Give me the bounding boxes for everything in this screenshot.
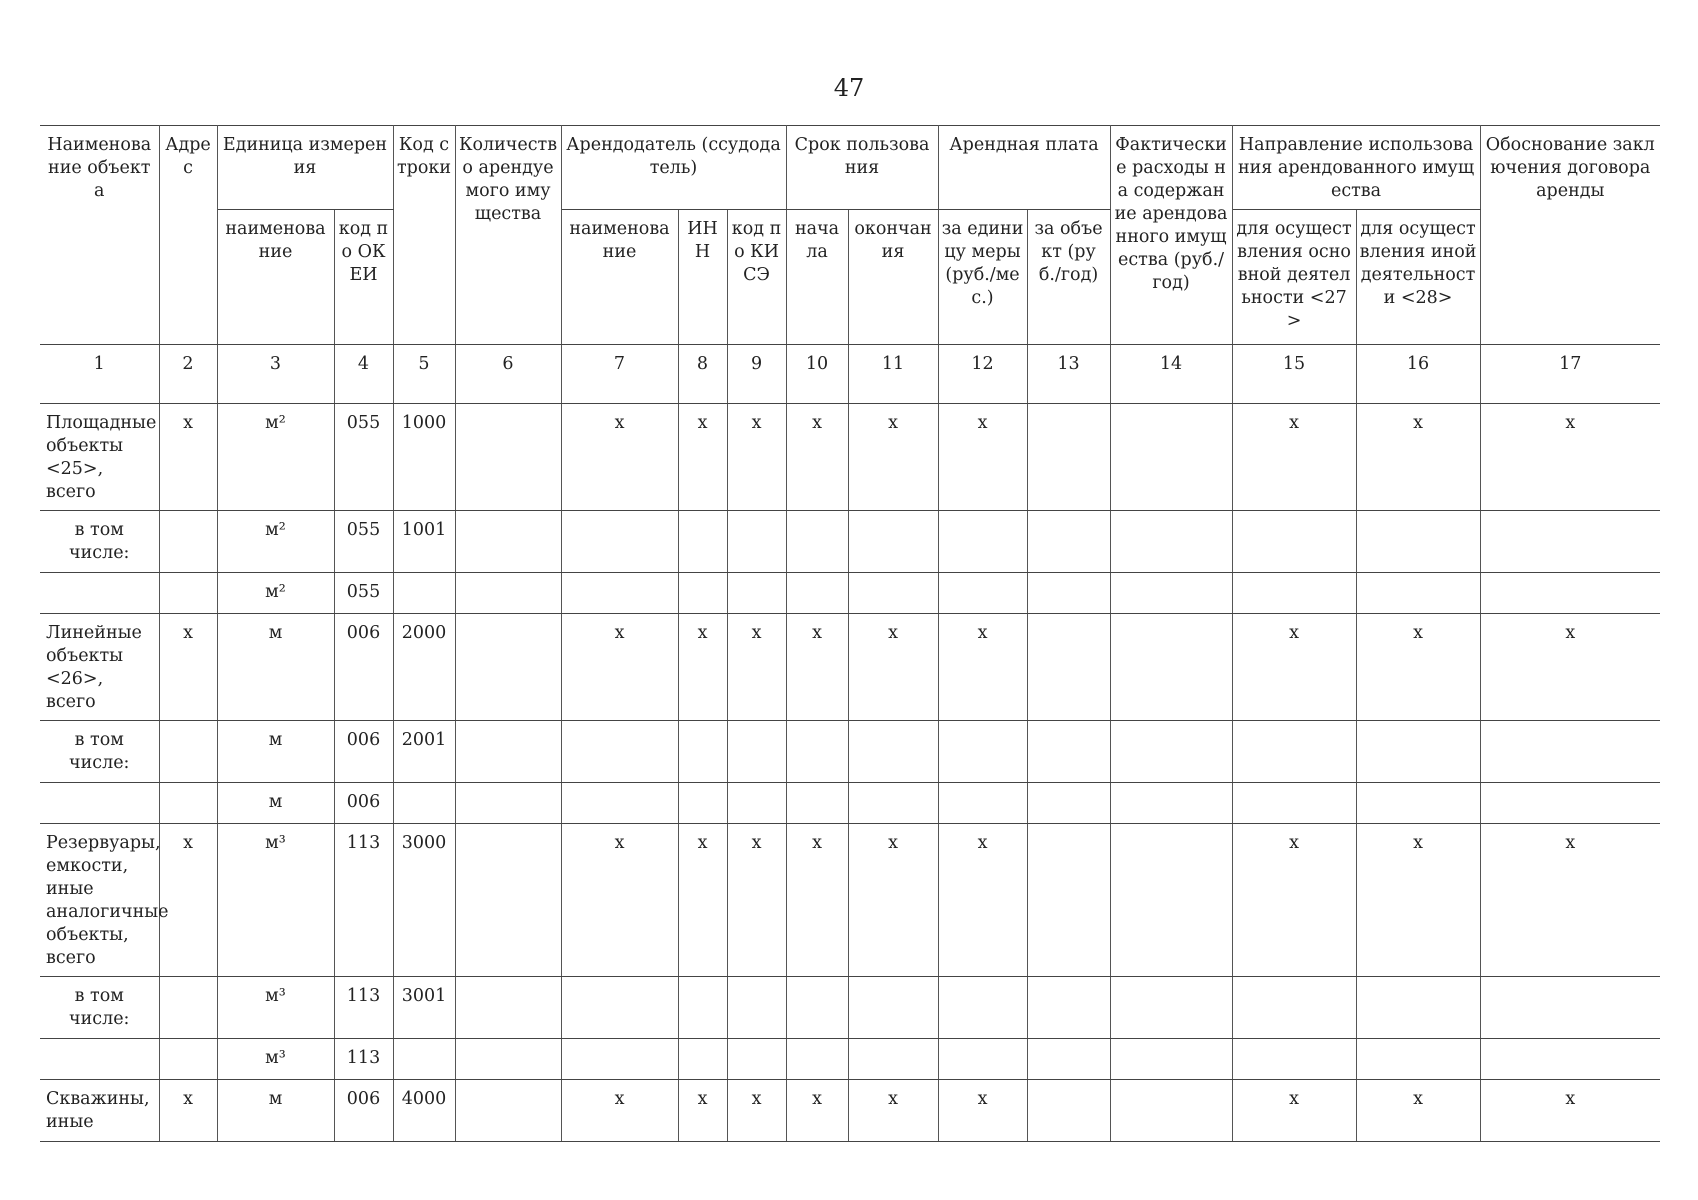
table-cell-c5 — [393, 573, 455, 614]
table-cell-c12: x — [938, 404, 1027, 511]
table-cell-c16: x — [1356, 824, 1480, 977]
table-cell-c2: x — [159, 824, 217, 977]
table-row — [40, 511, 1660, 573]
table-cell-c13 — [1027, 573, 1110, 614]
table-cell-c7 — [561, 721, 678, 783]
table-cell-c2 — [159, 721, 217, 783]
table-cell-c11 — [848, 573, 938, 614]
row-object-name: Резервуары, емкости, иные аналогичные объекты, всего — [40, 824, 159, 977]
table-cell-c17 — [1480, 783, 1660, 824]
column-number: 5 — [393, 345, 455, 404]
table-cell-c14 — [1110, 783, 1232, 824]
table-cell-c9 — [727, 1039, 786, 1080]
table-cell-c13 — [1027, 1080, 1110, 1142]
table-cell-c15 — [1232, 573, 1356, 614]
header-inn: ИНН — [678, 210, 727, 345]
table-cell-c14 — [1110, 824, 1232, 977]
column-number: 8 — [678, 345, 727, 404]
table-cell-c10: x — [786, 614, 848, 721]
table-cell-c15: x — [1232, 1080, 1356, 1142]
table-cell-c6 — [455, 977, 561, 1039]
table-cell-c12 — [938, 783, 1027, 824]
table-cell-c10: x — [786, 404, 848, 511]
table-cell-c7: x — [561, 824, 678, 977]
table-cell-c14 — [1110, 573, 1232, 614]
table-cell-c13 — [1027, 824, 1110, 977]
column-number: 12 — [938, 345, 1027, 404]
table-cell-c12: x — [938, 1080, 1027, 1142]
table-cell-c8: x — [678, 614, 727, 721]
table-cell-c16: x — [1356, 614, 1480, 721]
header-justification: Обоснование заключения договора аренды — [1480, 126, 1660, 345]
table-cell-c17 — [1480, 977, 1660, 1039]
header-main-activity: для осуществления основной деятельности <27> — [1232, 210, 1356, 345]
table-cell-c14 — [1110, 1080, 1232, 1142]
row-object-name: в том числе: — [40, 977, 159, 1039]
table-cell-c4: 113 — [334, 1039, 393, 1080]
table-cell-c15 — [1232, 511, 1356, 573]
table-cell-c7: x — [561, 404, 678, 511]
row-object-name: в том числе: — [40, 511, 159, 573]
header-object-name: Наименование объекта — [40, 126, 159, 345]
table-cell-c7 — [561, 511, 678, 573]
table-cell-c15: x — [1232, 614, 1356, 721]
table-cell-c13 — [1027, 977, 1110, 1039]
table-cell-c5: 4000 — [393, 1080, 455, 1142]
header-rent-per-object: за объект (руб./год) — [1027, 210, 1110, 345]
table-cell-c4: 006 — [334, 614, 393, 721]
table-cell-c16 — [1356, 977, 1480, 1039]
table-cell-c13 — [1027, 1039, 1110, 1080]
table-cell-c12: x — [938, 824, 1027, 977]
row-object-name: Площадные объекты <25>, всего — [40, 404, 159, 511]
table-cell-c13 — [1027, 614, 1110, 721]
lease-property-table — [40, 125, 1660, 1142]
table-cell-c16 — [1356, 511, 1480, 573]
table-cell-c9: x — [727, 404, 786, 511]
table-cell-c9: x — [727, 614, 786, 721]
table-cell-c16: x — [1356, 1080, 1480, 1142]
table-cell-c2: x — [159, 404, 217, 511]
table-cell-c16 — [1356, 573, 1480, 614]
column-number: 15 — [1232, 345, 1356, 404]
header-address: Адрес — [159, 126, 217, 345]
table-cell-c17: x — [1480, 404, 1660, 511]
table-row — [40, 721, 1660, 783]
header-kise-code: код по КИСЭ — [727, 210, 786, 345]
table-cell-c9: x — [727, 824, 786, 977]
table-row — [40, 783, 1660, 824]
table-cell-c4: 055 — [334, 573, 393, 614]
header-term: Срок пользования — [786, 126, 938, 210]
column-number: 16 — [1356, 345, 1480, 404]
header-row-top — [40, 126, 1660, 210]
table-cell-c14 — [1110, 511, 1232, 573]
table-cell-c6 — [455, 1039, 561, 1080]
table-cell-c6 — [455, 573, 561, 614]
table-cell-c7 — [561, 573, 678, 614]
table-cell-c4: 055 — [334, 404, 393, 511]
table-cell-c8 — [678, 511, 727, 573]
header-term-end: окончания — [848, 210, 938, 345]
table-cell-c6 — [455, 824, 561, 977]
table-cell-c14 — [1110, 404, 1232, 511]
header-rent: Арендная плата — [938, 126, 1110, 210]
table-cell-c5: 2000 — [393, 614, 455, 721]
table-cell-c15 — [1232, 721, 1356, 783]
table-cell-c2: x — [159, 1080, 217, 1142]
table-cell-c2: x — [159, 614, 217, 721]
table-cell-c9 — [727, 783, 786, 824]
table-cell-c11 — [848, 721, 938, 783]
table-cell-c4: 006 — [334, 721, 393, 783]
table-cell-c12 — [938, 511, 1027, 573]
header-okei-code: код по ОКЕИ — [334, 210, 393, 345]
table-cell-c11: x — [848, 1080, 938, 1142]
header-term-start: начала — [786, 210, 848, 345]
table-cell-c6 — [455, 614, 561, 721]
table-cell-c16 — [1356, 1039, 1480, 1080]
table-cell-c3: м² — [217, 573, 334, 614]
header-usage-direction: Направление использования арендованного имущества — [1232, 126, 1480, 210]
table-row — [40, 614, 1660, 721]
header-quantity: Количество арендуемого имущества — [455, 126, 561, 345]
table-cell-c17 — [1480, 511, 1660, 573]
table-cell-c13 — [1027, 404, 1110, 511]
table-cell-c13 — [1027, 511, 1110, 573]
header-line-code: Код строки — [393, 126, 455, 345]
table-cell-c8 — [678, 573, 727, 614]
table-cell-c3: м — [217, 783, 334, 824]
table-cell-c8: x — [678, 1080, 727, 1142]
table-cell-c3: м — [217, 721, 334, 783]
table-cell-c11: x — [848, 404, 938, 511]
table-row — [40, 977, 1660, 1039]
table-cell-c17 — [1480, 1039, 1660, 1080]
table-cell-c9 — [727, 977, 786, 1039]
table-cell-c7: x — [561, 614, 678, 721]
table-cell-c12: x — [938, 614, 1027, 721]
table-cell-c5: 2001 — [393, 721, 455, 783]
table-cell-c17 — [1480, 573, 1660, 614]
table-cell-c9 — [727, 573, 786, 614]
table-cell-c11 — [848, 977, 938, 1039]
table-cell-c2 — [159, 511, 217, 573]
column-number: 14 — [1110, 345, 1232, 404]
table-cell-c12 — [938, 573, 1027, 614]
table-cell-c3: м — [217, 1080, 334, 1142]
table-cell-c11 — [848, 783, 938, 824]
table-cell-c7 — [561, 783, 678, 824]
header-lessor-name: наименование — [561, 210, 678, 345]
table-cell-c17: x — [1480, 824, 1660, 977]
header-row-sub — [40, 210, 1660, 345]
table-cell-c17 — [1480, 721, 1660, 783]
table-cell-c10 — [786, 511, 848, 573]
header-unit: Единица измерения — [217, 126, 393, 210]
column-number: 10 — [786, 345, 848, 404]
row-object-name — [40, 1039, 159, 1080]
table-cell-c11 — [848, 1039, 938, 1080]
table-cell-c11 — [848, 511, 938, 573]
column-number: 17 — [1480, 345, 1660, 404]
table-cell-c8: x — [678, 404, 727, 511]
table-cell-c2 — [159, 783, 217, 824]
table-cell-c11: x — [848, 614, 938, 721]
column-number: 3 — [217, 345, 334, 404]
table-cell-c10 — [786, 977, 848, 1039]
table-cell-c10: x — [786, 1080, 848, 1142]
table-cell-c6 — [455, 404, 561, 511]
table-cell-c10 — [786, 721, 848, 783]
table-cell-c4: 055 — [334, 511, 393, 573]
table-cell-c15: x — [1232, 404, 1356, 511]
column-number: 6 — [455, 345, 561, 404]
column-number: 7 — [561, 345, 678, 404]
table-cell-c5: 3000 — [393, 824, 455, 977]
table-cell-c8 — [678, 721, 727, 783]
table-cell-c3: м³ — [217, 1039, 334, 1080]
table-cell-c3: м² — [217, 404, 334, 511]
table-cell-c7 — [561, 977, 678, 1039]
header-unit-name: наименование — [217, 210, 334, 345]
table-cell-c6 — [455, 1080, 561, 1142]
table-cell-c7: x — [561, 1080, 678, 1142]
page-number: 47 — [833, 74, 865, 102]
table-cell-c3: м² — [217, 511, 334, 573]
column-number: 11 — [848, 345, 938, 404]
table-cell-c10 — [786, 783, 848, 824]
column-number: 1 — [40, 345, 159, 404]
table-cell-c12 — [938, 721, 1027, 783]
table-cell-c5: 1000 — [393, 404, 455, 511]
row-object-name: Скважины, иные — [40, 1080, 159, 1142]
table-cell-c14 — [1110, 977, 1232, 1039]
table-cell-c11: x — [848, 824, 938, 977]
table-cell-c2 — [159, 977, 217, 1039]
table-cell-c15: x — [1232, 824, 1356, 977]
header-actual-costs: Фактические расходы на содержание арендованного имущества (руб./год) — [1110, 126, 1232, 345]
table-row — [40, 824, 1660, 977]
table-row — [40, 1080, 1660, 1142]
column-number: 9 — [727, 345, 786, 404]
table-row — [40, 404, 1660, 511]
table-cell-c12 — [938, 977, 1027, 1039]
table-cell-c6 — [455, 783, 561, 824]
column-number-row — [40, 345, 1660, 404]
table-cell-c6 — [455, 511, 561, 573]
table-row — [40, 573, 1660, 614]
table-cell-c9 — [727, 721, 786, 783]
row-object-name: Линейные объекты <26>, всего — [40, 614, 159, 721]
table-cell-c15 — [1232, 783, 1356, 824]
table-cell-c15 — [1232, 977, 1356, 1039]
table-cell-c8 — [678, 977, 727, 1039]
table-cell-c14 — [1110, 1039, 1232, 1080]
table-cell-c8 — [678, 783, 727, 824]
table-cell-c10 — [786, 573, 848, 614]
table-cell-c5: 3001 — [393, 977, 455, 1039]
table-cell-c4: 006 — [334, 1080, 393, 1142]
table-cell-c2 — [159, 573, 217, 614]
table-cell-c13 — [1027, 721, 1110, 783]
table-cell-c2 — [159, 1039, 217, 1080]
table-cell-c9: x — [727, 1080, 786, 1142]
table-cell-c12 — [938, 1039, 1027, 1080]
table-cell-c4: 113 — [334, 824, 393, 977]
table-cell-c15 — [1232, 1039, 1356, 1080]
table-cell-c9 — [727, 511, 786, 573]
row-object-name — [40, 573, 159, 614]
table-cell-c14 — [1110, 721, 1232, 783]
table-cell-c6 — [455, 721, 561, 783]
table-cell-c17: x — [1480, 614, 1660, 721]
header-other-activity: для осуществления иной деятельности <28> — [1356, 210, 1480, 345]
table-cell-c3: м³ — [217, 977, 334, 1039]
table-cell-c5 — [393, 783, 455, 824]
table-cell-c14 — [1110, 614, 1232, 721]
table-cell-c4: 113 — [334, 977, 393, 1039]
table-cell-c8 — [678, 1039, 727, 1080]
table-cell-c16 — [1356, 783, 1480, 824]
header-lessor: Арендодатель (ссудодатель) — [561, 126, 786, 210]
table-cell-c16 — [1356, 721, 1480, 783]
table-row — [40, 1039, 1660, 1080]
row-object-name — [40, 783, 159, 824]
table-cell-c4: 006 — [334, 783, 393, 824]
table-cell-c17: x — [1480, 1080, 1660, 1142]
table-cell-c13 — [1027, 783, 1110, 824]
table-cell-c10 — [786, 1039, 848, 1080]
column-number: 2 — [159, 345, 217, 404]
table-cell-c5 — [393, 1039, 455, 1080]
column-number: 4 — [334, 345, 393, 404]
table-cell-c16: x — [1356, 404, 1480, 511]
table-cell-c10: x — [786, 824, 848, 977]
table-cell-c5: 1001 — [393, 511, 455, 573]
table-cell-c8: x — [678, 824, 727, 977]
row-object-name: в том числе: — [40, 721, 159, 783]
column-number: 13 — [1027, 345, 1110, 404]
header-rent-per-unit: за единицу меры (руб./мес.) — [938, 210, 1027, 345]
table-cell-c7 — [561, 1039, 678, 1080]
table-cell-c3: м — [217, 614, 334, 721]
table-cell-c3: м³ — [217, 824, 334, 977]
